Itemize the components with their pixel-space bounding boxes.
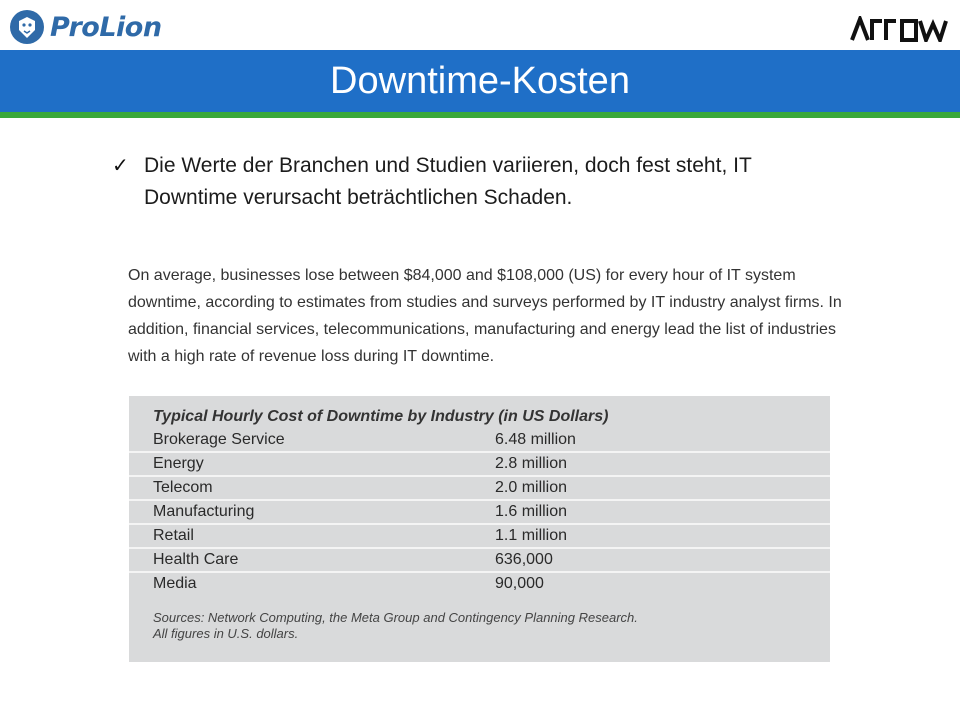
industry-cell: Health Care (153, 551, 239, 568)
table-title: Typical Hourly Cost of Downtime by Industry (in US Dollars) (153, 408, 609, 425)
table-sources (153, 610, 753, 642)
table-row (129, 501, 830, 525)
table-row (129, 453, 830, 477)
table-row (129, 549, 830, 573)
industry-cell: Retail (153, 527, 194, 544)
bullet-text: Die Werte der Branchen und Studien variieren, doch fest steht, IT Downtime verursacht beträchtlichen Schaden. (144, 154, 752, 209)
cost-cell: 636,000 (495, 551, 553, 568)
prolion-logo (10, 8, 162, 46)
industry-cell: Media (153, 575, 197, 592)
table-row (129, 525, 830, 549)
cost-cell: 90,000 (495, 575, 544, 592)
cost-cell: 1.1 million (495, 527, 568, 544)
sources-line: All figures in U.S. dollars. (153, 626, 299, 641)
prolion-logo-text: ProLion (50, 11, 162, 43)
cost-cell: 6.48 million (495, 431, 576, 448)
bullet-point (112, 150, 832, 214)
industry-cell: Brokerage Service (153, 431, 285, 448)
industry-cell: Manufacturing (153, 503, 255, 520)
industry-cell: Telecom (153, 479, 213, 496)
table-row (129, 573, 830, 595)
industry-cell: Energy (153, 455, 204, 472)
arrow-logo (850, 16, 948, 42)
cost-cell: 1.6 million (495, 503, 568, 520)
downtime-cost-table (129, 396, 830, 662)
table-row (129, 429, 830, 453)
sources-line: Sources: Network Computing, the Meta Group and Contingency Planning Research. (153, 610, 638, 625)
page-title: Downtime-Kosten (330, 59, 630, 102)
title-bar (0, 50, 960, 112)
cost-cell: 2.0 million (495, 479, 568, 496)
cost-cell: 2.8 million (495, 455, 568, 472)
title-accent-line (0, 112, 960, 118)
table-row (129, 477, 830, 501)
lion-head-icon (10, 10, 44, 44)
intro-paragraph: On average, businesses lose between $84,000 and $108,000 (US) for every hour of IT system downtime, according to estimates from studies and surveys performed by IT industry analyst firms. In addition, financial services, telecommunications, manufacturing and energy lead the list of industries with a high rate of revenue loss during IT downtime. (128, 267, 842, 365)
table-rows (129, 429, 830, 595)
checkmark-icon: ✓ (112, 155, 129, 177)
